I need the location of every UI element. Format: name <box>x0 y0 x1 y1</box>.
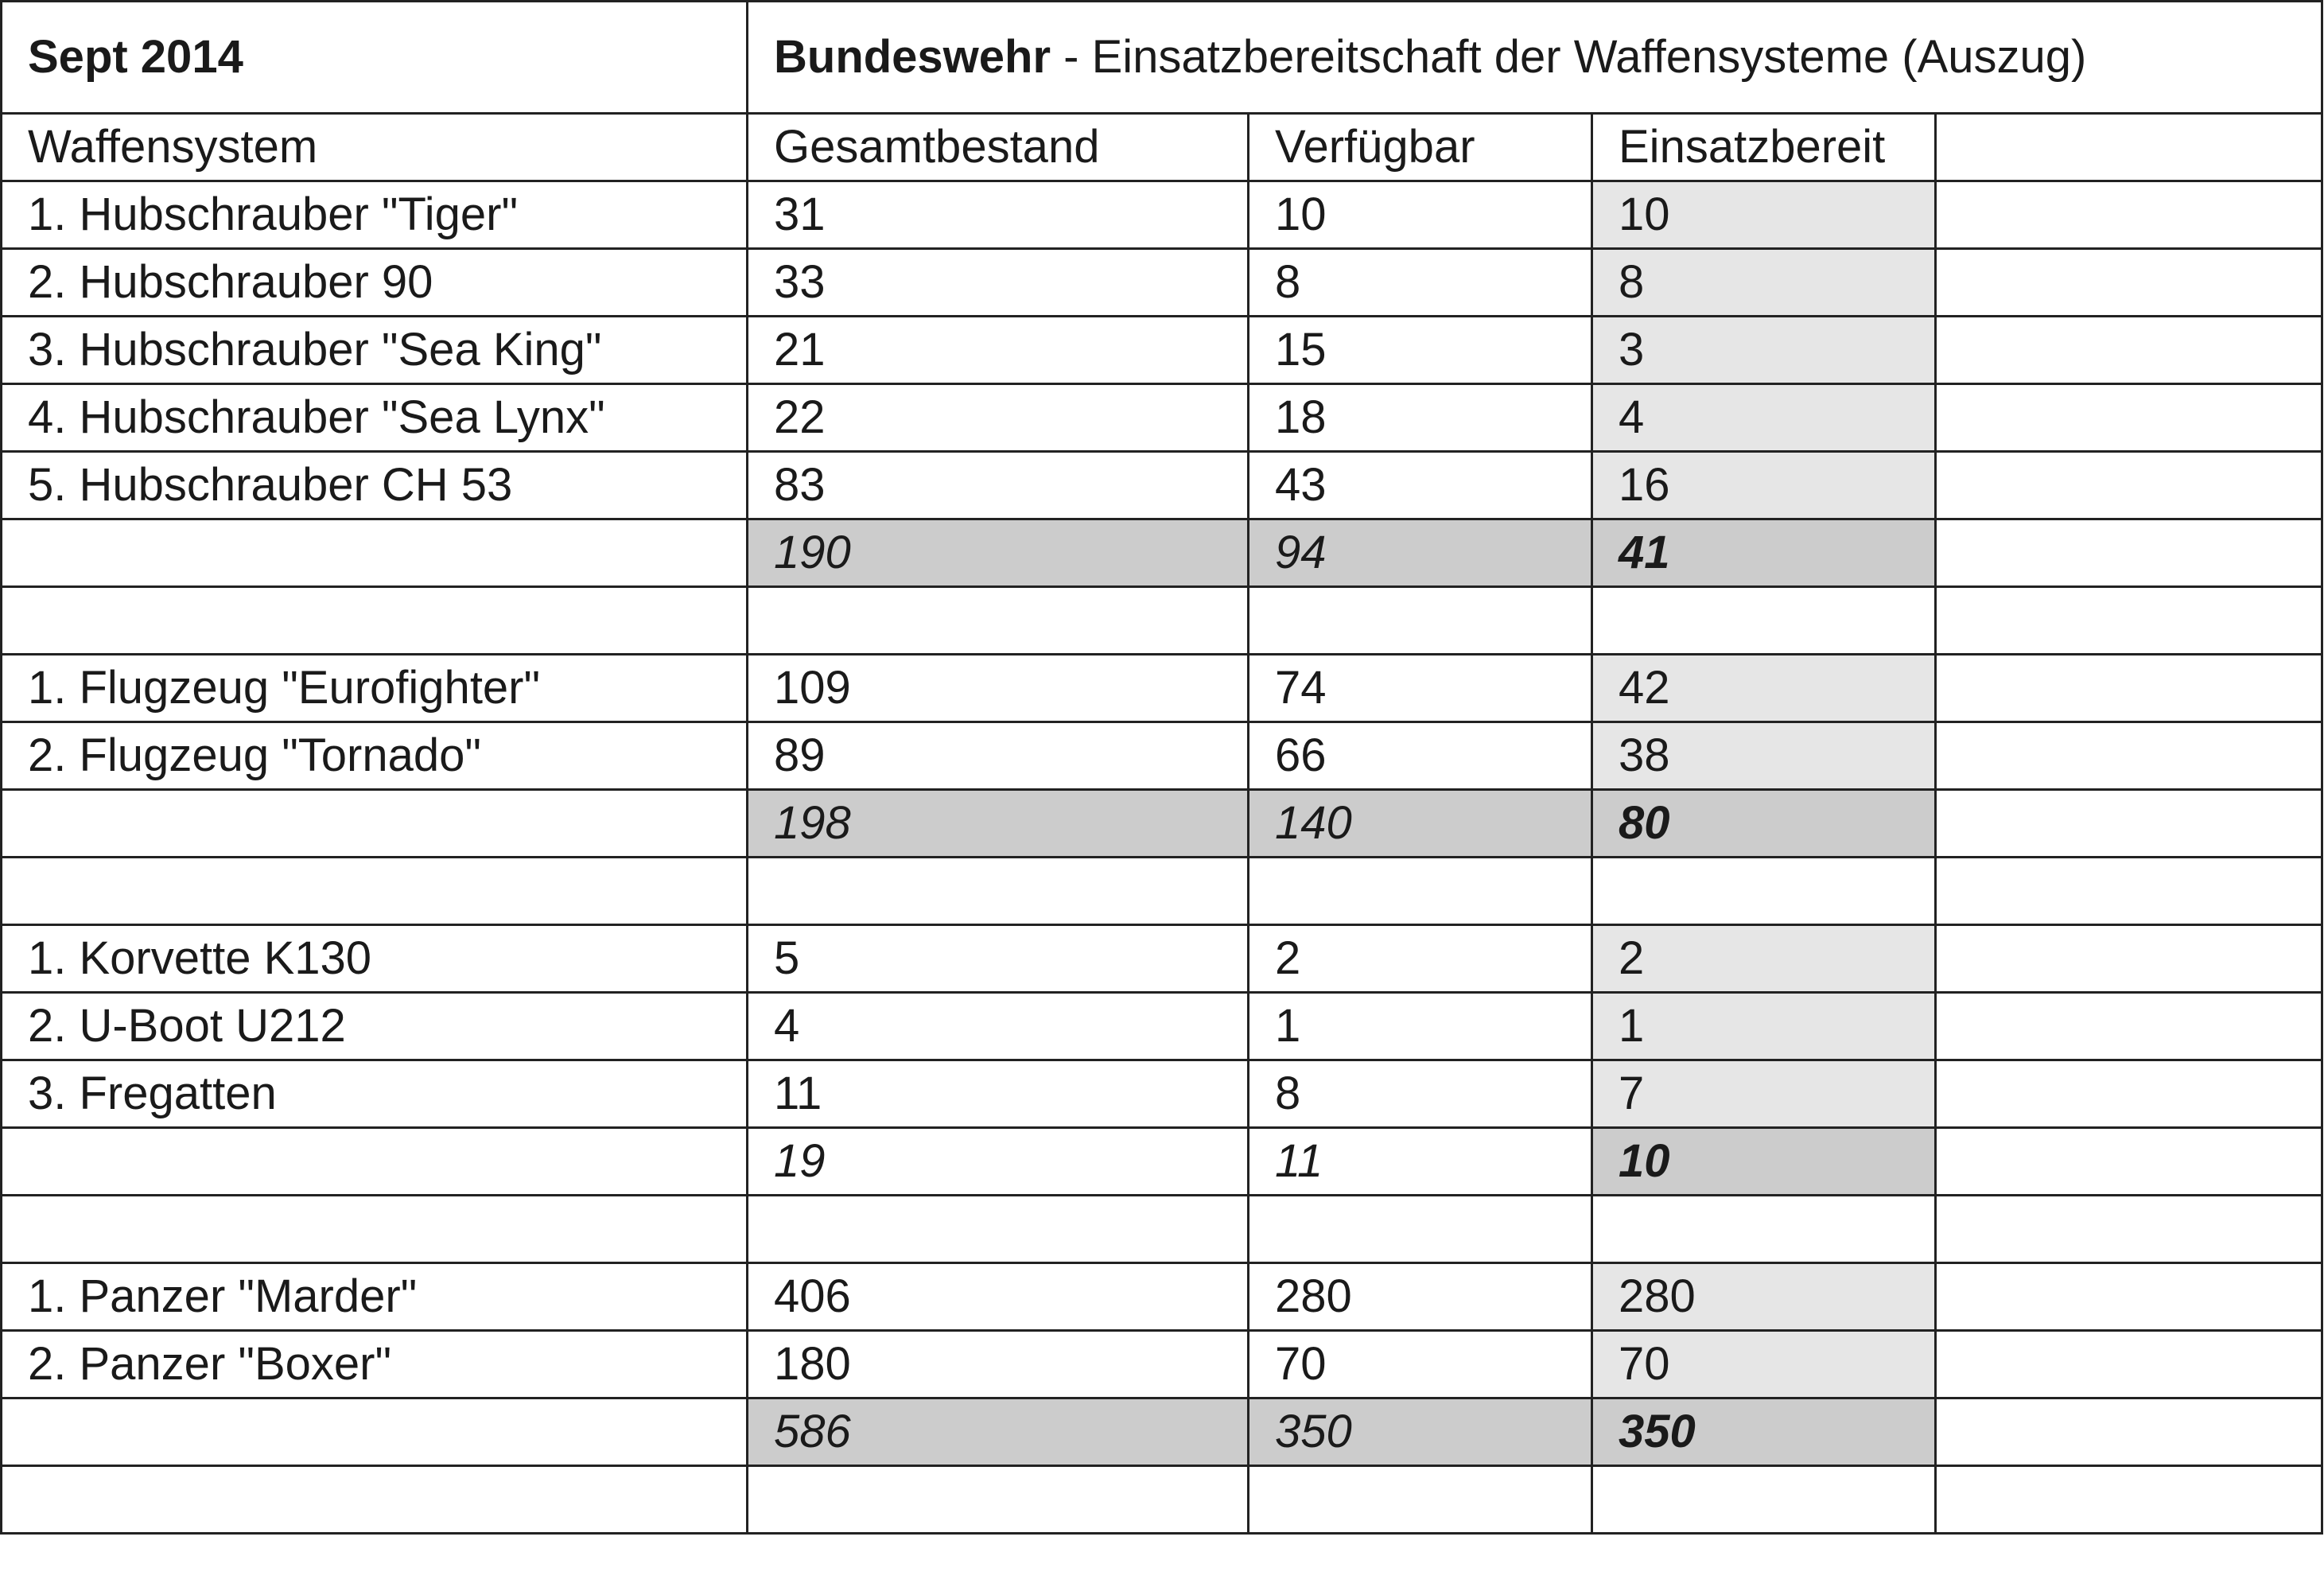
verfuegbar-value: 66 <box>1249 722 1592 790</box>
gesamtbestand-value: 5 <box>748 925 1249 993</box>
weapon-system-name: 1. Flugzeug "Eurofighter" <box>2 655 748 722</box>
table-row <box>2 1331 2322 1398</box>
weapon-system-name: 2. Hubschrauber 90 <box>2 249 748 317</box>
column-header-einsatzbereit: Einsatzbereit <box>1592 114 1936 181</box>
empty-cell <box>1936 249 2322 317</box>
total-verfuegbar: 140 <box>1249 790 1592 858</box>
weapon-system-name: 3. Hubschrauber "Sea King" <box>2 317 748 384</box>
empty-cell <box>1592 587 1936 655</box>
empty-cell <box>2 790 748 858</box>
verfuegbar-value: 74 <box>1249 655 1592 722</box>
empty-cell <box>1936 1196 2322 1263</box>
verfuegbar-value: 10 <box>1249 181 1592 249</box>
empty-cell <box>1936 1398 2322 1466</box>
gesamtbestand-value: 89 <box>748 722 1249 790</box>
empty-cell <box>1936 1466 2322 1534</box>
gesamtbestand-value: 22 <box>748 384 1249 452</box>
einsatzbereit-value: 16 <box>1592 452 1936 519</box>
title-row <box>2 2 2322 114</box>
weapon-system-name: 1. Korvette K130 <box>2 925 748 993</box>
table-row <box>2 993 2322 1060</box>
gesamtbestand-value: 31 <box>748 181 1249 249</box>
empty-cell <box>2 1466 748 1534</box>
empty-cell <box>1936 925 2322 993</box>
total-gesamtbestand: 190 <box>748 519 1249 587</box>
empty-cell <box>1592 1466 1936 1534</box>
table-row <box>2 1060 2322 1128</box>
einsatzbereit-value: 70 <box>1592 1331 1936 1398</box>
einsatzbereit-value: 7 <box>1592 1060 1936 1128</box>
weapon-system-name: 1. Hubschrauber "Tiger" <box>2 181 748 249</box>
column-header-verfuegbar: Verfügbar <box>1249 114 1592 181</box>
empty-cell <box>1936 1128 2322 1196</box>
table-row <box>2 655 2322 722</box>
gesamtbestand-value: 11 <box>748 1060 1249 1128</box>
verfuegbar-value: 43 <box>1249 452 1592 519</box>
empty-cell <box>2 1398 748 1466</box>
einsatzbereit-value: 8 <box>1592 249 1936 317</box>
table-row <box>2 384 2322 452</box>
verfuegbar-value: 18 <box>1249 384 1592 452</box>
verfuegbar-value: 2 <box>1249 925 1592 993</box>
empty-cell <box>1936 519 2322 587</box>
empty-cell <box>1936 317 2322 384</box>
gesamtbestand-value: 33 <box>748 249 1249 317</box>
empty-cell <box>2 1196 748 1263</box>
gesamtbestand-value: 406 <box>748 1263 1249 1331</box>
gesamtbestand-value: 83 <box>748 452 1249 519</box>
einsatzbereit-value: 2 <box>1592 925 1936 993</box>
einsatzbereit-value: 38 <box>1592 722 1936 790</box>
title-rest: - Einsatzbereitschaft der Waffensysteme (Auszug) <box>1051 31 2087 83</box>
table-row <box>2 1263 2322 1331</box>
empty-cell <box>748 587 1249 655</box>
empty-cell <box>1249 1466 1592 1534</box>
weapon-system-name: 2. Panzer "Boxer" <box>2 1331 748 1398</box>
empty-cell <box>1936 587 2322 655</box>
spacer-row <box>2 858 2322 925</box>
verfuegbar-value: 1 <box>1249 993 1592 1060</box>
empty-cell <box>1936 790 2322 858</box>
empty-cell <box>1936 1263 2322 1331</box>
einsatzbereit-value: 1 <box>1592 993 1936 1060</box>
verfuegbar-value: 15 <box>1249 317 1592 384</box>
empty-cell <box>1249 858 1592 925</box>
title-bold: Bundeswehr <box>774 31 1051 83</box>
empty-cell <box>1936 722 2322 790</box>
einsatzbereit-value: 280 <box>1592 1263 1936 1331</box>
column-header-empty <box>1936 114 2322 181</box>
total-einsatzbereit: 41 <box>1592 519 1936 587</box>
empty-cell <box>748 1466 1249 1534</box>
verfuegbar-value: 8 <box>1249 1060 1592 1128</box>
spacer-row <box>2 1466 2322 1534</box>
column-header-row <box>2 114 2322 181</box>
total-row <box>2 519 2322 587</box>
verfuegbar-value: 8 <box>1249 249 1592 317</box>
weapon-system-name: 1. Panzer "Marder" <box>2 1263 748 1331</box>
empty-cell <box>1936 384 2322 452</box>
spacer-row <box>2 587 2322 655</box>
empty-cell <box>1936 858 2322 925</box>
gesamtbestand-value: 109 <box>748 655 1249 722</box>
empty-cell <box>748 858 1249 925</box>
total-einsatzbereit: 80 <box>1592 790 1936 858</box>
empty-cell <box>1592 1196 1936 1263</box>
column-header-gesamtbestand: Gesamtbestand <box>748 114 1249 181</box>
total-verfuegbar: 11 <box>1249 1128 1592 1196</box>
einsatzbereit-value: 3 <box>1592 317 1936 384</box>
column-header-waffensystem: Waffensystem <box>2 114 748 181</box>
weapon-system-name: 2. U-Boot U212 <box>2 993 748 1060</box>
empty-cell <box>1249 587 1592 655</box>
verfuegbar-value: 280 <box>1249 1263 1592 1331</box>
table-row <box>2 452 2322 519</box>
gesamtbestand-value: 180 <box>748 1331 1249 1398</box>
gesamtbestand-value: 4 <box>748 993 1249 1060</box>
verfuegbar-value: 70 <box>1249 1331 1592 1398</box>
table-row <box>2 249 2322 317</box>
total-verfuegbar: 94 <box>1249 519 1592 587</box>
einsatzbereit-value: 10 <box>1592 181 1936 249</box>
empty-cell <box>2 519 748 587</box>
table-title-cell <box>748 2 2322 114</box>
empty-cell <box>1936 181 2322 249</box>
empty-cell <box>2 587 748 655</box>
spacer-row <box>2 1196 2322 1263</box>
table-row <box>2 722 2322 790</box>
empty-cell <box>1936 655 2322 722</box>
table-row <box>2 181 2322 249</box>
total-einsatzbereit: 10 <box>1592 1128 1936 1196</box>
empty-cell <box>2 858 748 925</box>
total-gesamtbestand: 586 <box>748 1398 1249 1466</box>
table-row <box>2 317 2322 384</box>
einsatzbereit-value: 42 <box>1592 655 1936 722</box>
weapon-system-name: 4. Hubschrauber "Sea Lynx" <box>2 384 748 452</box>
empty-cell <box>1592 858 1936 925</box>
empty-cell <box>1936 1331 2322 1398</box>
total-einsatzbereit: 350 <box>1592 1398 1936 1466</box>
weapon-system-name: 3. Fregatten <box>2 1060 748 1128</box>
total-row <box>2 790 2322 858</box>
gesamtbestand-value: 21 <box>748 317 1249 384</box>
weapon-system-name: 2. Flugzeug "Tornado" <box>2 722 748 790</box>
empty-cell <box>2 1128 748 1196</box>
date-cell: Sept 2014 <box>2 2 748 114</box>
table-body <box>2 181 2322 1534</box>
total-gesamtbestand: 19 <box>748 1128 1249 1196</box>
table-row <box>2 925 2322 993</box>
empty-cell <box>1249 1196 1592 1263</box>
weapon-system-name: 5. Hubschrauber CH 53 <box>2 452 748 519</box>
empty-cell <box>1936 993 2322 1060</box>
total-row <box>2 1128 2322 1196</box>
total-gesamtbestand: 198 <box>748 790 1249 858</box>
einsatzbereit-value: 4 <box>1592 384 1936 452</box>
total-verfuegbar: 350 <box>1249 1398 1592 1466</box>
total-row <box>2 1398 2322 1466</box>
empty-cell <box>748 1196 1249 1263</box>
empty-cell <box>1936 452 2322 519</box>
empty-cell <box>1936 1060 2322 1128</box>
